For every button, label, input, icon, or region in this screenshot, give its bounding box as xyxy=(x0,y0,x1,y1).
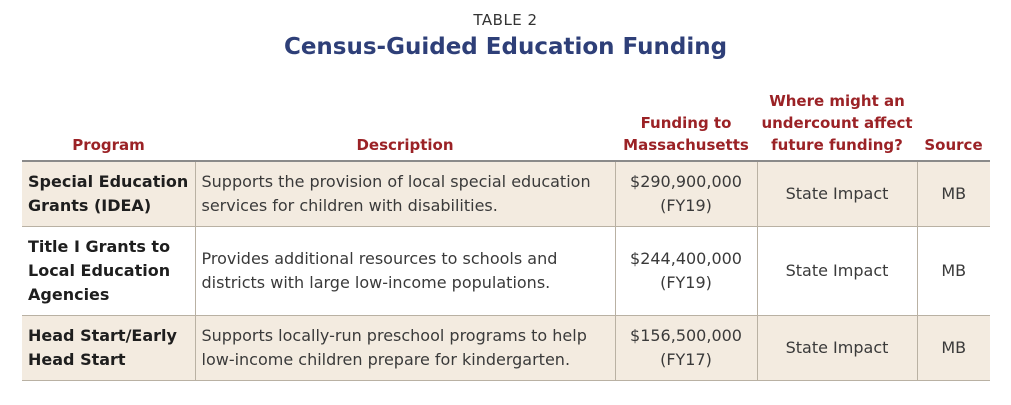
funding-cell xyxy=(615,161,757,227)
program-line: Title I Grants to xyxy=(28,237,171,256)
program-cell xyxy=(22,227,195,316)
description-cell xyxy=(195,316,615,381)
source-cell: MB xyxy=(917,227,990,316)
source-cell: MB xyxy=(917,316,990,381)
program-line: Agencies xyxy=(28,285,110,304)
program-line: Grants (IDEA) xyxy=(28,196,152,215)
header-undercount-line: undercount affect xyxy=(761,114,913,132)
source-cell: MB xyxy=(917,161,990,227)
impact-cell: State Impact xyxy=(757,161,917,227)
program-cell xyxy=(22,316,195,381)
impact-cell: State Impact xyxy=(757,316,917,381)
header-program: Program xyxy=(22,86,195,161)
program-line: Local Education xyxy=(28,261,171,280)
table-row xyxy=(22,227,990,316)
funding-cell xyxy=(615,227,757,316)
header-funding-line: Funding to xyxy=(640,114,732,132)
program-line: Special Education xyxy=(28,172,189,191)
header-funding-line: Massachusetts xyxy=(623,136,749,154)
header-source: Source xyxy=(917,86,990,161)
header-undercount xyxy=(757,86,917,161)
funding-table xyxy=(22,86,990,381)
program-cell xyxy=(22,161,195,227)
fiscal-year: (FY17) xyxy=(660,350,712,369)
description-line: low-income children prepare for kindergarten. xyxy=(201,350,571,369)
program-line: Head Start/Early xyxy=(28,326,177,345)
program-line: Head Start xyxy=(28,350,126,369)
impact-cell: State Impact xyxy=(757,227,917,316)
table-row xyxy=(22,316,990,381)
header-undercount-line: future funding? xyxy=(771,136,903,154)
header-row xyxy=(22,86,990,161)
description-line: Supports locally-run preschool programs to help xyxy=(201,326,587,345)
table-label: TABLE 2 xyxy=(473,11,538,29)
fiscal-year: (FY19) xyxy=(660,196,712,215)
header-funding xyxy=(615,86,757,161)
description-line: Provides additional resources to schools and xyxy=(201,249,558,268)
description-cell xyxy=(195,227,615,316)
fiscal-year: (FY19) xyxy=(660,273,712,292)
funding-amount: $290,900,000 xyxy=(630,172,742,191)
description-cell xyxy=(195,161,615,227)
header-undercount-line: Where might an xyxy=(769,92,905,110)
table-row xyxy=(22,161,990,227)
funding-amount: $244,400,000 xyxy=(630,249,742,268)
description-line: Supports the provision of local special education xyxy=(201,172,591,191)
table-title: Census-Guided Education Funding xyxy=(283,34,728,60)
description-line: services for children with disabilities. xyxy=(201,196,498,215)
description-line: districts with large low-income populations. xyxy=(201,273,551,292)
header-description: Description xyxy=(195,86,615,161)
funding-cell xyxy=(615,316,757,381)
funding-amount: $156,500,000 xyxy=(630,326,742,345)
